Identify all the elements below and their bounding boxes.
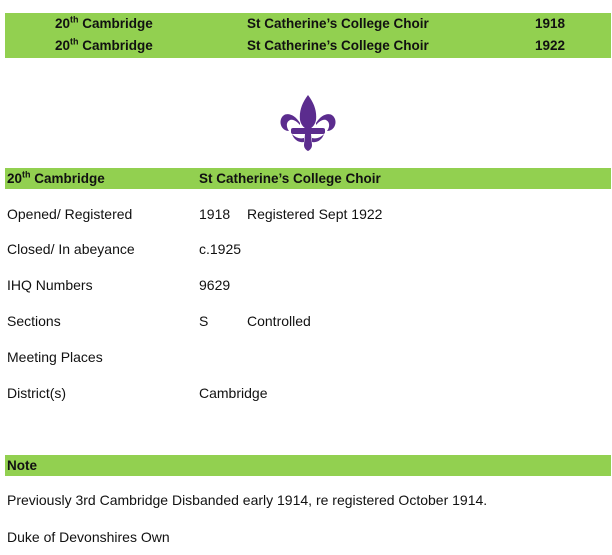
group-place: Cambridge [78, 38, 153, 53]
detail-row-ihq [7, 277, 607, 297]
group-suffix: th [70, 36, 79, 47]
summary-year: 1922 [535, 38, 566, 53]
detail-value: 9629 [199, 277, 231, 293]
detail-label: Sections [7, 313, 61, 329]
detail-value: c.1925 [199, 241, 242, 257]
summary-name: St Catherine’s College Choir [247, 38, 429, 53]
detail-value: Cambridge [199, 385, 268, 401]
group-name: St Catherine’s College Choir [199, 171, 381, 186]
detail-label: District(s) [7, 385, 67, 401]
detail-row-meeting [7, 349, 607, 369]
note-header-bar [5, 455, 611, 476]
summary-table [5, 13, 611, 58]
group-number: 20 [55, 38, 71, 53]
group-place: Cambridge [30, 171, 105, 186]
detail-value: S [199, 313, 209, 329]
detail-value: 1918 [199, 206, 231, 222]
detail-row-sections [7, 313, 607, 333]
detail-label: Closed/ In abeyance [7, 241, 135, 257]
detail-row-closed [7, 241, 607, 261]
fleur-de-lis-icon [278, 93, 338, 153]
group-title [7, 171, 105, 186]
group-suffix: th [70, 14, 79, 25]
group-header-bar [5, 168, 611, 189]
detail-label: Meeting Places [7, 349, 103, 365]
group-number: 20 [7, 171, 23, 186]
detail-extra: Controlled [247, 313, 311, 329]
detail-label: IHQ Numbers [7, 277, 93, 293]
detail-row-district [7, 385, 607, 405]
note-text: Duke of Devonshires Own [7, 529, 170, 545]
detail-extra: Registered Sept 1922 [247, 206, 383, 222]
note-heading: Note [7, 458, 37, 473]
group-number: 20 [55, 16, 71, 31]
summary-row [5, 35, 611, 57]
group-place: Cambridge [78, 16, 153, 31]
detail-label: Opened/ Registered [7, 206, 133, 222]
summary-group [55, 16, 153, 31]
summary-group [55, 38, 153, 53]
detail-row-opened [7, 206, 607, 226]
summary-row [5, 13, 611, 35]
summary-year: 1918 [535, 16, 566, 31]
note-text: Previously 3rd Cambridge Disbanded early 1914, re registered October 1914. [7, 492, 488, 508]
summary-name: St Catherine’s College Choir [247, 16, 429, 31]
group-suffix: th [22, 169, 31, 180]
